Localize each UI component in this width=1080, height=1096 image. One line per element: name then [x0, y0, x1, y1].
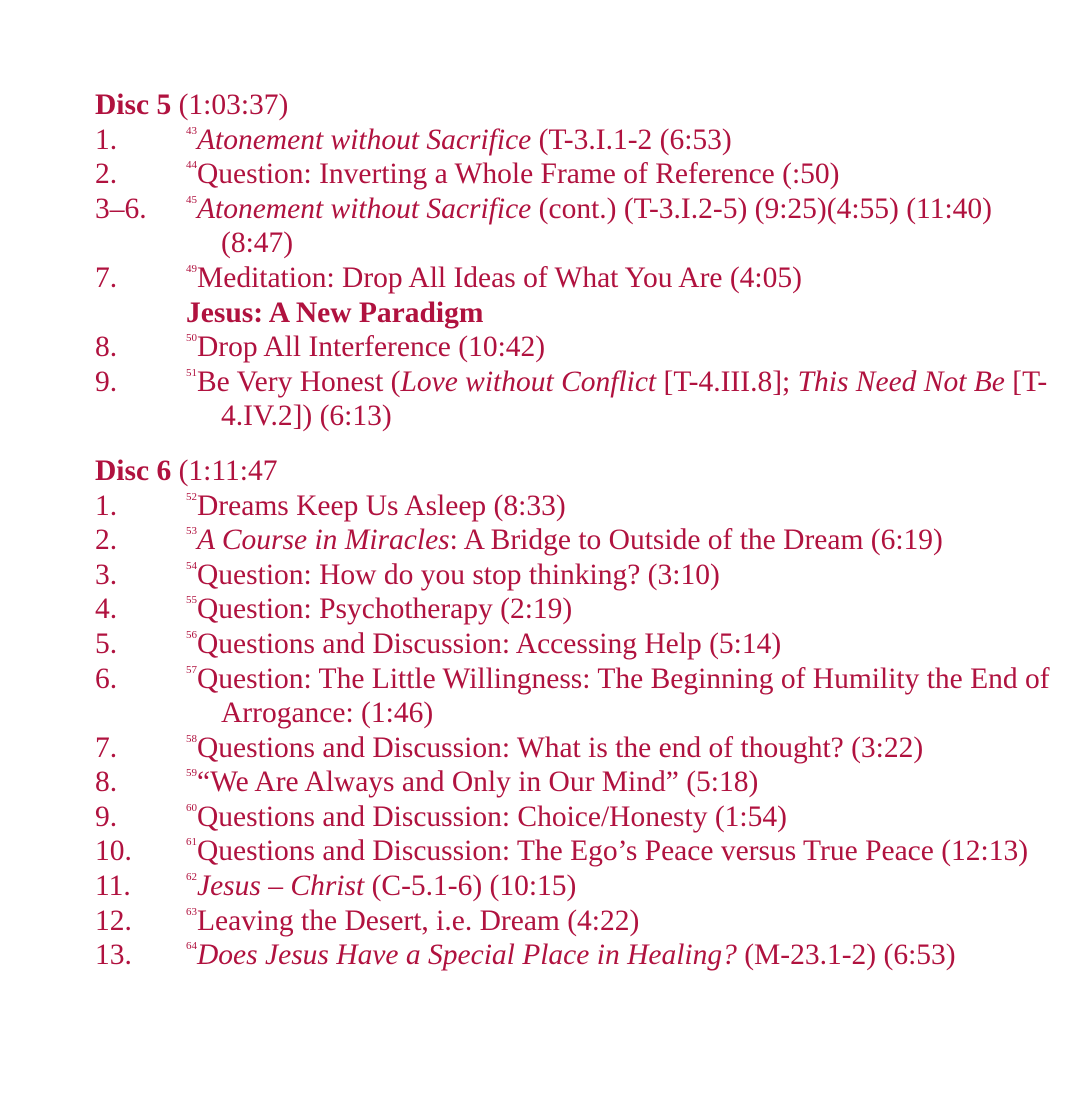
track-number: 5.: [95, 627, 118, 660]
title-segment: Questions and Discussion: What is the end of thought? (3:22): [197, 731, 924, 764]
title-segment: “We Are Always and Only in Our Mind” (5:18): [197, 766, 759, 799]
track-number: 13.: [95, 939, 132, 972]
reference-superscript: 61: [186, 836, 197, 849]
reference-superscript: 51: [186, 366, 197, 379]
track-item: [95, 489, 1055, 524]
title-segment: (cont.) (T-3.I.2-5) (9:25)(4:55) (11:40)(8:47): [221, 192, 992, 260]
track-number: 8.: [95, 331, 118, 364]
track-item: [95, 330, 1055, 365]
track-item: [95, 627, 1055, 662]
track-number: 3–6.: [95, 192, 147, 225]
title-segment: Questions and Discussion: Choice/Honesty (1:54): [197, 800, 787, 833]
title-segment: : A Bridge to Outside of the Dream (6:19): [449, 524, 943, 557]
track-title: [186, 765, 1055, 800]
title-segment: Meditation: Drop All Ideas of What You Are (4:05): [197, 261, 802, 294]
disc-heading: [95, 88, 1055, 123]
track-number: 7.: [95, 731, 118, 764]
reference-superscript: 56: [186, 628, 197, 641]
reference-superscript: 64: [186, 940, 197, 953]
title-italic-segment: A Course in Miracles: [197, 524, 450, 557]
section-title: Jesus: A New Paradigm: [186, 296, 484, 329]
title-segment: (C-5.1-6) (10:15): [364, 870, 577, 903]
title-segment: Be Very Honest (: [197, 365, 401, 398]
track-title: [186, 627, 1055, 662]
title-italic-segment: Jesus – Christ: [197, 870, 365, 903]
track-title: [186, 834, 1055, 869]
title-italic-segment: This Need Not Be: [797, 365, 1005, 398]
disc-duration: (1:11:47: [178, 454, 278, 487]
title-segment: Question: Inverting a Whole Frame of Reference (:50): [197, 158, 840, 191]
title-segment: Dreams Keep Us Asleep (8:33): [197, 489, 566, 522]
track-number: 10.: [95, 835, 132, 868]
track-item: [95, 938, 1055, 973]
track-number: 1.: [95, 489, 118, 522]
title-italic-segment: Atonement without Sacrifice: [197, 192, 532, 225]
reference-superscript: 54: [186, 559, 197, 572]
track-item: [95, 558, 1055, 593]
track-item: [95, 834, 1055, 869]
reference-superscript: 59: [186, 767, 197, 780]
track-number: 7.: [95, 261, 118, 294]
disc-label: Disc 6: [95, 454, 172, 487]
track-title: [186, 558, 1055, 593]
reference-superscript: 58: [186, 732, 197, 745]
track-item: [95, 800, 1055, 835]
track-item: [95, 765, 1055, 800]
reference-superscript: 60: [186, 801, 197, 814]
track-number: 4.: [95, 593, 118, 626]
track-item: [95, 662, 1055, 731]
reference-superscript: 44: [186, 159, 197, 172]
title-segment: (T-3.I.1-2 (6:53): [531, 123, 732, 156]
reference-superscript: 49: [186, 262, 197, 275]
title-italic-segment: Atonement without Sacrifice: [197, 123, 532, 156]
track-item: [95, 731, 1055, 766]
title-italic-segment: Love without Conflict: [400, 365, 657, 398]
reference-superscript: 62: [186, 871, 197, 884]
track-item: [95, 869, 1055, 904]
track-listing: [95, 88, 1055, 973]
track-number: 3.: [95, 558, 118, 591]
track-item: [95, 123, 1055, 158]
title-segment: Question: How do you stop thinking? (3:10): [197, 558, 720, 591]
reference-superscript: 52: [186, 490, 197, 503]
title-segment: Drop All Interference (10:42): [197, 331, 546, 364]
track-title: [186, 592, 1055, 627]
title-italic-segment: Does Jesus Have a Special Place in Healing?: [197, 939, 737, 972]
track-number: 9.: [95, 365, 118, 398]
track-number: 2.: [95, 158, 118, 191]
track-title: [186, 869, 1055, 904]
track-title: [186, 662, 1055, 731]
track-number: 11.: [95, 870, 131, 903]
title-segment: (M-23.1-2) (6:53): [736, 939, 956, 972]
reference-superscript: 53: [186, 525, 197, 538]
track-number: 6.: [95, 662, 118, 695]
track-item: [95, 365, 1055, 434]
title-segment: Leaving the Desert, i.e. Dream (4:22): [197, 904, 640, 937]
track-title: [186, 489, 1055, 524]
track-number: 2.: [95, 524, 118, 557]
track-title: [186, 123, 1055, 158]
track-title: [186, 261, 1055, 296]
track-title: [186, 365, 1055, 434]
track-item: [95, 592, 1055, 627]
disc-heading: [95, 454, 1055, 489]
track-item: [95, 904, 1055, 939]
title-segment: [T-4.IV.2]) (6:13): [221, 365, 1048, 433]
track-number: 8.: [95, 766, 118, 799]
reference-superscript: 43: [186, 124, 197, 137]
disc-label: Disc 5: [95, 89, 172, 121]
title-segment: Question: Psychotherapy (2:19): [197, 593, 573, 626]
disc-section: [95, 454, 1055, 973]
reference-superscript: 50: [186, 332, 197, 345]
disc-section: [95, 88, 1055, 434]
track-number: 1.: [95, 123, 118, 156]
track-item: [95, 261, 1055, 296]
track-title: [186, 731, 1055, 766]
track-title: [186, 157, 1055, 192]
title-segment: Question: The Little Willingness: The Beginning of Humility the End of Arrogance: (1:46): [197, 662, 1050, 730]
track-number: 9.: [95, 800, 118, 833]
reference-superscript: 63: [186, 905, 197, 918]
disc-duration: (1:03:37): [178, 89, 289, 121]
track-title: [186, 330, 1055, 365]
track-title: [186, 523, 1055, 558]
title-segment: Questions and Discussion: The Ego’s Peace versus True Peace (12:13): [197, 835, 1029, 868]
track-title: [186, 904, 1055, 939]
title-segment: Questions and Discussion: Accessing Help (5:14): [197, 627, 782, 660]
track-item: [95, 523, 1055, 558]
reference-superscript: 57: [186, 663, 197, 676]
title-segment: [T-4.III.8];: [656, 365, 798, 398]
track-item: [95, 157, 1055, 192]
track-title: [186, 192, 1055, 261]
track-number: 12.: [95, 904, 132, 937]
track-title: [186, 938, 1055, 973]
track-item: [95, 192, 1055, 261]
track-title: [186, 800, 1055, 835]
reference-superscript: 55: [186, 594, 197, 607]
reference-superscript: 45: [186, 193, 197, 206]
